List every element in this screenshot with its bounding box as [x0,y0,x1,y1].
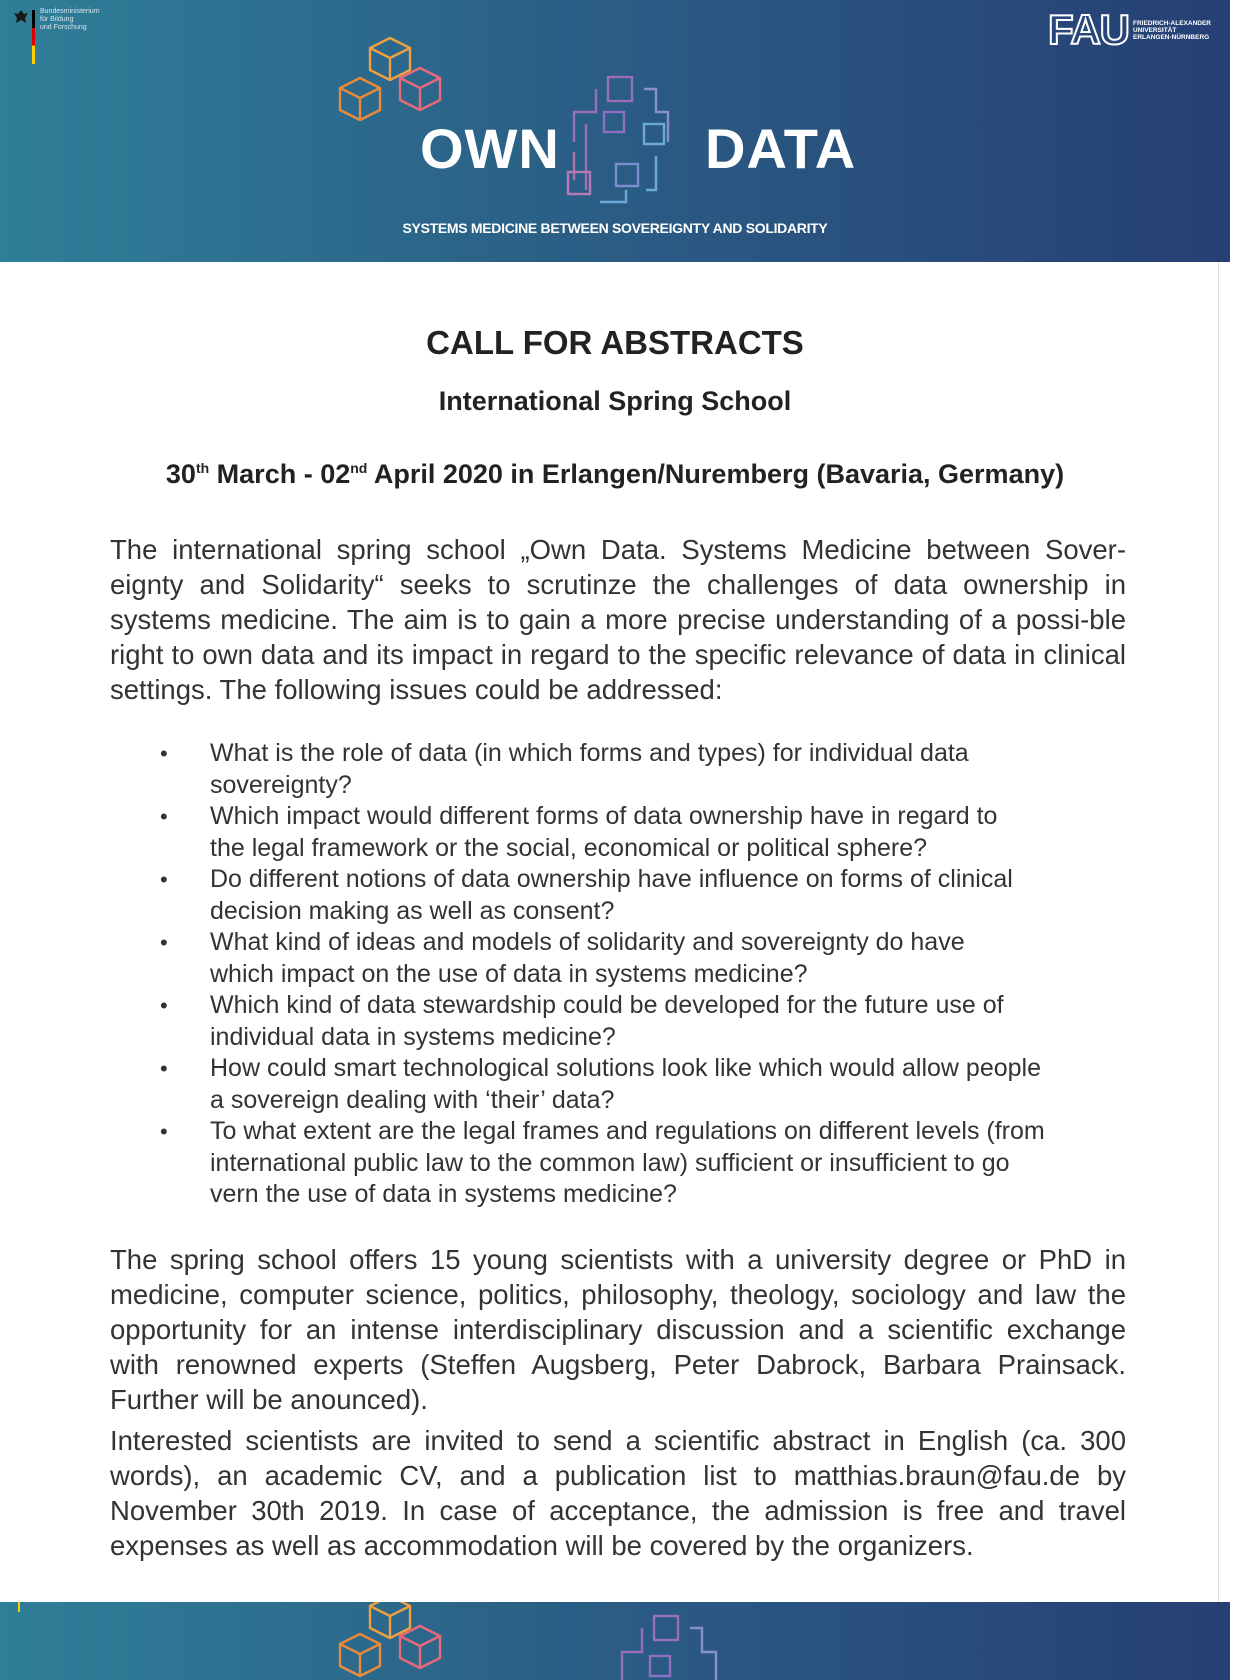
list-item-text: Which kind of data stewardship could be developed for the future use of [210,991,1004,1019]
date-day-start: 30 [165,459,196,489]
ministry-line: und Forschung [40,24,87,31]
bullet-icon: • [160,741,168,766]
list-item-text: a sovereign dealing with ‘their’ data? [210,1085,615,1114]
bullet-icon: • [160,930,168,955]
footer-banner [0,1602,1230,1680]
fau-name-line: UNIVERSITÄT [1133,27,1177,34]
bullet-icon: • [160,1119,168,1144]
list-item-text: Do different notions of data ownership have influence on forms of clinical [210,865,1013,893]
document-subtitle: International Spring School [438,386,792,416]
list-item-text: What kind of ideas and models of solidarity and sovereignty do have [210,928,965,956]
list-item-text: sovereignty? [210,770,352,799]
offer-paragraph: The spring school offers 15 young scientists with a university degree or PhD in medicine, computer science, politics, philosophy, theology, sociology and law the opportunity for an intense interdisciplinary discussion and a scientific exchange with renowned experts (Steffen Augsberg, Peter Dabrock, Barbara Prainsack. Further will be anounced). [110,1244,1126,1415]
date-ordinal: nd [350,460,368,476]
bullet-icon: • [160,993,168,1018]
footer-flag-tick [18,1602,20,1612]
date-part: March - 02 [209,459,351,489]
list-item-text: individual data in systems medicine? [210,1022,616,1051]
fau-logo [1048,6,1226,53]
logo-own-text: OWN [420,117,560,180]
list-item [110,927,1110,990]
list-item [110,1116,1110,1211]
invite-paragraph: Interested scientists are invited to send a scientific abstract in English (ca. 300 words), an academic CV, and a publication list to matthias.braun@fau.de by November 30th 2019. In case of acceptance, the admission is free and travel expenses as well as accommodation will be covered by the organizers. [110,1425,1126,1561]
header-banner [0,0,1230,262]
issues-list [110,738,1110,1211]
data-bracket-icon [560,72,690,207]
fau-name-line: FRIEDRICH-ALEXANDER [1133,20,1211,27]
list-item [110,801,1110,864]
list-item [110,738,1110,801]
bullet-icon: • [160,867,168,892]
list-item-text: How could smart technological solutions look like which would allow people [210,1054,1041,1082]
list-item-text: To what extent are the legal frames and regulations on different levels (from [210,1117,1045,1145]
list-item [110,864,1110,927]
date-location: April 2020 in Erlangen/Nuremberg (Bavaria, Germany) [367,459,1065,489]
logo-subtitle: SYSTEMS MEDICINE BETWEEN SOVEREIGNTY AND SOLIDARITY [402,220,828,236]
list-item-text: the legal framework or the social, economical or political sphere? [210,833,928,862]
date-ordinal: th [195,460,210,476]
bullet-icon: • [160,804,168,829]
german-flag-bar [32,10,35,64]
list-item [110,1053,1110,1116]
ministry-line: Bundesministerium [40,8,100,15]
intro-paragraph: The international spring school „Own Data. Systems Medicine between Sover-eignty and Solidarity“ seeks to scrutinze the challenges of data ownership in systems medicine. The aim is to gain a more precise understanding of a possi-ble right to own data and its impact in regard to the specific relevance of data in clinical settings. The following issues could be addressed: [110,534,1126,705]
list-item-text: What is the role of data (in which forms and types) for individual data [210,739,969,767]
document-title: CALL FOR ABSTRACTS [426,324,804,361]
fau-name [1133,20,1211,41]
ministry-name [40,8,120,32]
list-item-text: Which impact would different forms of data ownership have in regard to [210,802,998,830]
ministry-logo [12,8,122,58]
data-bracket-icon [620,1612,730,1680]
eagle-icon [12,8,30,26]
event-dates [0,459,1230,490]
cubes-icon [330,36,490,126]
list-item-text: decision making as well as consent? [210,896,615,925]
fau-mark: FAU [1048,6,1129,53]
list-item-text: international public law to the common law) sufficient or insufficient to go [210,1148,1010,1177]
list-item [110,990,1110,1053]
fau-name-line: ERLANGEN-NÜRNBERG [1133,34,1210,41]
ministry-line: für Bildung [40,16,74,23]
list-item-text: which impact on the use of data in systems medicine? [210,959,808,988]
bullet-icon: • [160,1056,168,1081]
logo-data-text: DATA [705,117,857,180]
cubes-icon [330,1602,490,1680]
list-item-text: vern the use of data in systems medicine? [210,1180,677,1208]
